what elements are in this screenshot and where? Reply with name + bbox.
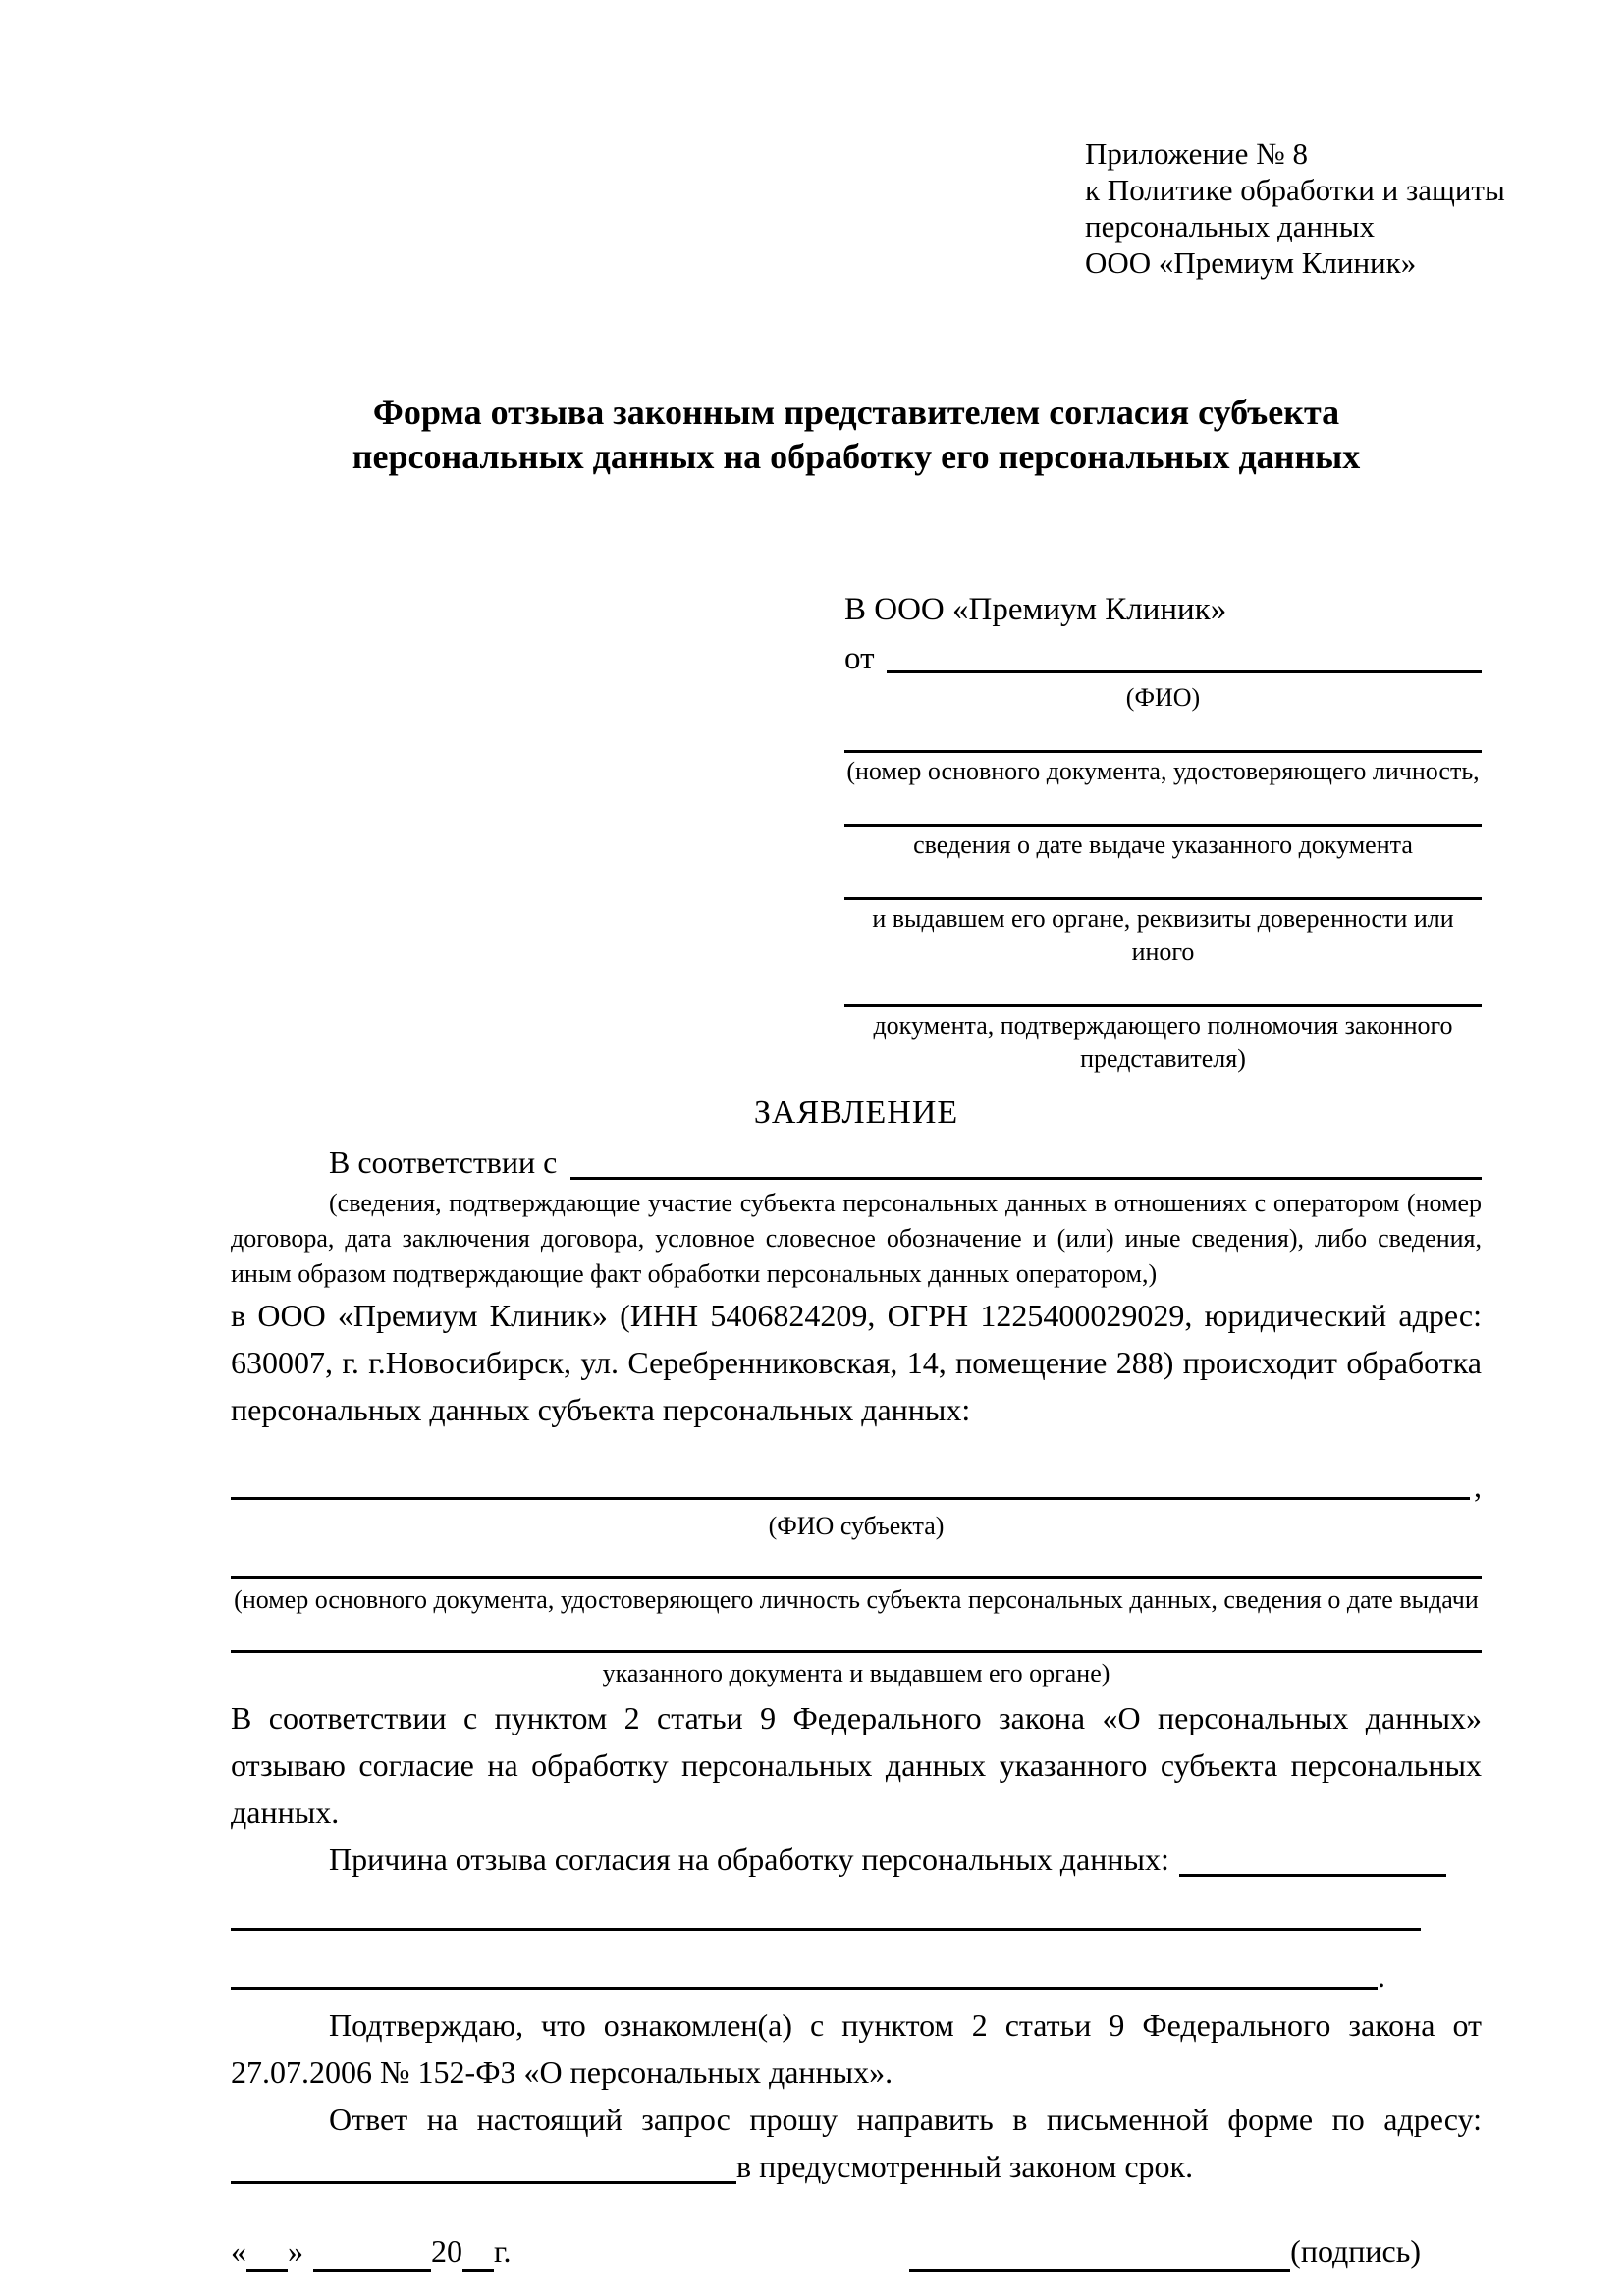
- reason-extra-row-2: [231, 1956, 1482, 1996]
- representative-doc-caption-3: и выдавшем его органе, реквизиты доверенности или иного: [872, 904, 1454, 966]
- signature-caption: (подпись): [1290, 2233, 1421, 2269]
- date-open-quote: «: [231, 2233, 246, 2269]
- reason-extra-line-2[interactable]: [231, 1987, 1378, 1990]
- reply-suffix: в предусмотренный законом срок.: [736, 2149, 1194, 2184]
- reply-row: [231, 2143, 1482, 2190]
- representative-doc-line-3[interactable]: [844, 897, 1482, 900]
- representative-doc-caption-1: (номер основного документа, удостоверяющего личность,: [846, 757, 1480, 785]
- accordance-basis-line[interactable]: [570, 1177, 1482, 1180]
- representative-fio-line[interactable]: [887, 670, 1483, 673]
- reason-row: [231, 1836, 1482, 1883]
- reason-label: Причина отзыва согласия на обработку персональных данных:: [329, 1842, 1169, 1877]
- date-group: [231, 2229, 512, 2272]
- representative-doc-line-4[interactable]: [844, 1004, 1482, 1007]
- date-year-line[interactable]: [462, 2269, 494, 2272]
- form-title: [231, 391, 1482, 479]
- representative-doc-line-2[interactable]: [844, 824, 1482, 827]
- from-row: [844, 638, 1482, 679]
- signature-group: [909, 2229, 1421, 2272]
- representative-fio-caption: (ФИО): [1125, 683, 1201, 712]
- appendix-line: персональных данных: [1085, 209, 1376, 243]
- confirm-paragraph: Подтверждаю, что ознакомлен(а) с пунктом 2 статьи 9 Федерального закона от 27.07.2006 № 152-ФЗ «О персональных данных».: [231, 2007, 1482, 2090]
- reason-extra-line-1[interactable]: [231, 1928, 1421, 1931]
- reply-address-line[interactable]: [231, 2181, 736, 2184]
- accordance-row: [231, 1139, 1482, 1186]
- representative-doc-caption-4: документа, подтверждающего полномочия законного представителя): [873, 1011, 1453, 1073]
- date-day-line[interactable]: [246, 2269, 288, 2272]
- appendix-line: к Политике обработки и защиты: [1085, 173, 1505, 207]
- footer-row: [231, 2229, 1482, 2272]
- date-year-suffix: г.: [494, 2233, 512, 2269]
- comma-after-line: ,: [1474, 1468, 1482, 1504]
- reason-line[interactable]: [1179, 1874, 1446, 1877]
- date-month-line[interactable]: [313, 2269, 431, 2272]
- subject-fio-caption: (ФИО субъекта): [768, 1512, 945, 1540]
- from-label: от: [844, 641, 875, 676]
- period-after-line: .: [1378, 1958, 1385, 1994]
- appendix-reference-block: [1085, 135, 1505, 281]
- addressee-block: [844, 589, 1482, 1076]
- subject-fio-line[interactable]: [231, 1497, 1470, 1500]
- form-title-line: персональных данных на обработку его персональных данных: [352, 437, 1361, 476]
- addressee-to: В ООО «Премиум Клиник»: [844, 592, 1227, 627]
- statement-heading: ЗАЯВЛЕНИЕ: [753, 1095, 959, 1131]
- operator-paragraph: в ООО «Премиум Клиник» (ИНН 5406824209, ОГРН 1225400029029, юридический адрес: 630007, г. г.Новосибирск, ул. Серебренниковская, 14, помещение 288) происходит обработка персональных данных субъекта персональных данных:: [231, 1298, 1482, 1427]
- reply-paragraph: Ответ на настоящий запрос прошу направить в письменной форме по адресу:: [329, 2102, 1482, 2137]
- form-title-line: Форма отзыва законным представителем согласия субъекта: [372, 393, 1340, 432]
- date-close-quote: »: [288, 2233, 303, 2269]
- representative-doc-caption-2: сведения о дате выдаче указанного документа: [913, 830, 1413, 859]
- withdraw-paragraph: В соответствии с пунктом 2 статьи 9 Федерального закона «О персональных данных» отзываю согласие на обработку персональных данных указанного субъекта персональных данных.: [231, 1700, 1482, 1830]
- in-accordance-label: В соответствии с: [329, 1145, 558, 1180]
- subject-doc-line-1[interactable]: [231, 1576, 1482, 1579]
- date-year-prefix: 20: [431, 2233, 462, 2269]
- accordance-caption: (сведения, подтверждающие участие субъекта персональных данных в отношениях с оператором (номер договора, дата заключения договора, условное словесное обозначение и (или) иные сведения), либо сведения, иным образом подтверждающие факт обработки персональных данных оператором,): [231, 1189, 1482, 1288]
- appendix-line: ООО «Премиум Клиник»: [1085, 245, 1417, 280]
- representative-doc-line-1[interactable]: [844, 750, 1482, 753]
- subject-doc-caption-1: (номер основного документа, удостоверяющего личность субъекта персональных данных, сведения о дате выдачи: [234, 1585, 1479, 1614]
- subject-doc-caption-2: указанного документа и выдавшем его органе): [602, 1659, 1110, 1687]
- subject-doc-line-2[interactable]: [231, 1650, 1482, 1653]
- subject-fio-row: [231, 1467, 1482, 1506]
- signature-line[interactable]: [909, 2269, 1290, 2272]
- appendix-line: Приложение № 8: [1085, 136, 1308, 171]
